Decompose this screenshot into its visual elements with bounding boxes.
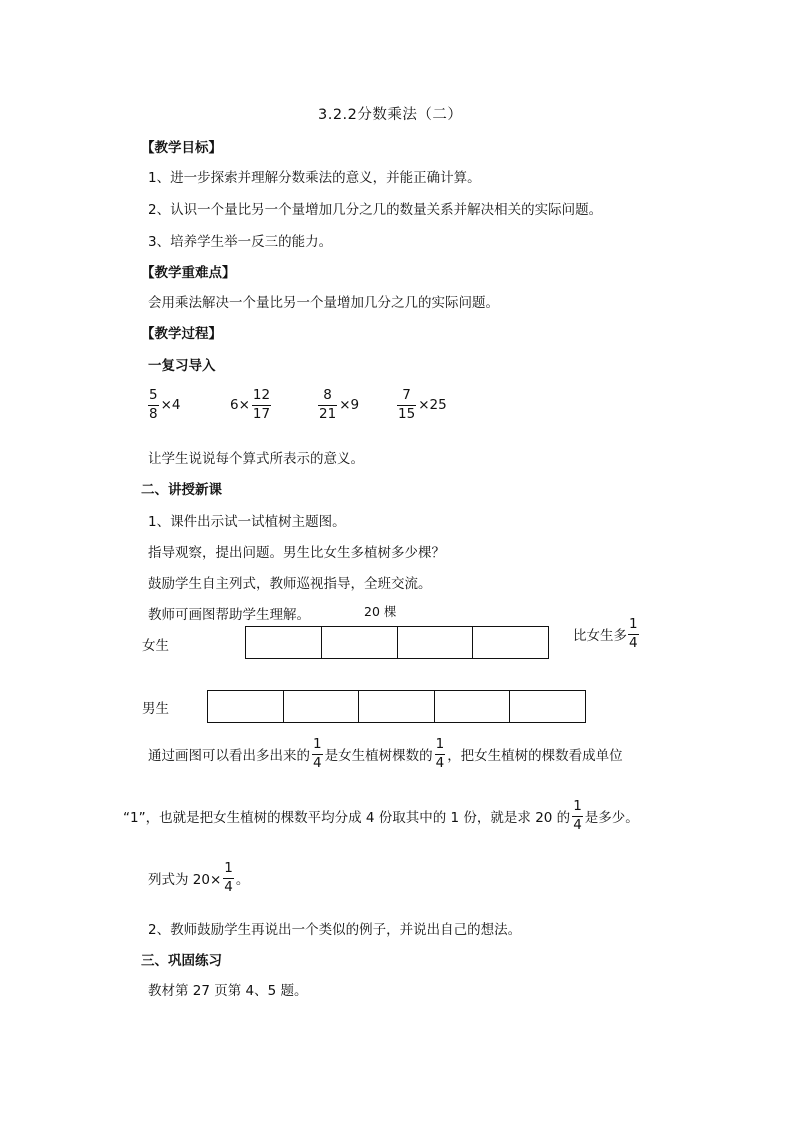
goal-item: 3、培养学生举一反三的能力。: [148, 234, 333, 250]
formula-line: [148, 862, 249, 894]
bar-segment: [322, 627, 398, 658]
lesson-line: 指导观察，提出问题。男生比女生多植树多少棵？: [148, 545, 445, 561]
goal-item: 1、进一步探索并理解分数乘法的意义，并能正确计算。: [148, 170, 481, 186]
fraction: $\frac{1}{4}$: [313, 736, 322, 771]
explanation-line-2: [123, 800, 639, 832]
bar-segment: [473, 627, 548, 658]
fraction: $\frac{7}{15}$: [398, 387, 416, 422]
fraction: $\frac{12}{17}$: [252, 387, 271, 422]
lesson-line: 1、课件出示试一试植树主题图。: [148, 514, 346, 530]
expression-operand: 6×: [230, 397, 250, 413]
part-heading-practice: 三、巩固练习: [141, 953, 222, 969]
review-expression-2: [230, 389, 271, 421]
lesson-line: 教师可画图帮助学生理解。: [148, 607, 310, 623]
section-heading-process: 【教学过程】: [141, 326, 222, 342]
explanation-text: 是女生植树棵数的: [324, 748, 433, 764]
review-expression-3: [318, 389, 359, 421]
key-points-text: 会用乘法解决一个量比另一个量增加几分之几的实际问题。: [148, 295, 499, 311]
expression-operand: ×4: [160, 397, 181, 413]
bar-segment: [284, 691, 360, 722]
review-expression-4: [397, 389, 447, 421]
part-heading-new-lesson: 二、讲授新课: [141, 482, 222, 498]
compare-text: 比女生多: [573, 628, 627, 644]
boys-bar: [207, 690, 586, 723]
lesson-line: 鼓励学生自主列式，教师巡视指导，全班交流。: [148, 576, 432, 592]
fraction: $\frac{1}{4}$: [435, 736, 445, 771]
review-note: 让学生说说每个算式所表示的意义。: [148, 451, 364, 467]
page-title: 3.2.2分数乘法（二）: [318, 107, 463, 123]
goal-item: 2、认识一个量比另一个量增加几分之几的数量关系并解决相关的实际问题。: [148, 202, 603, 218]
fraction: $\frac{8}{21}$: [319, 387, 337, 422]
review-expression-1: [148, 389, 181, 421]
bar-segment: [510, 691, 585, 722]
explanation-text: 通过画图可以看出多出来的: [148, 748, 310, 764]
fraction: $\frac{1}{4}$: [629, 616, 638, 651]
formula-text: 列式为 20×: [148, 872, 222, 888]
explanation-text: ，把女生植树的棵数看成单位: [447, 748, 623, 764]
diagram-count-label: 20 棵: [364, 604, 397, 619]
fraction: $\frac{1}{4}$: [224, 860, 233, 895]
girls-label: 女生: [142, 638, 169, 654]
part-heading-review: 一复习导入: [148, 358, 216, 374]
lesson-line: 2、教师鼓励学生再说出一个类似的例子，并说出自己的想法。: [148, 922, 522, 938]
formula-text: 。: [235, 872, 250, 888]
girls-bar: [245, 626, 549, 659]
bar-segment: [246, 627, 322, 658]
bar-segment: [359, 691, 435, 722]
expression-operand: ×9: [339, 397, 360, 413]
bar-segment: [398, 627, 474, 658]
boys-label: 男生: [142, 701, 169, 717]
expression-operand: ×25: [418, 397, 447, 413]
explanation-line-1: [148, 738, 623, 770]
bar-segment: [435, 691, 511, 722]
explanation-text: 是多少。: [584, 810, 639, 826]
fraction: $\frac{1}{4}$: [573, 798, 582, 833]
bar-segment: [208, 691, 284, 722]
explanation-text: “1”，也就是把女生植树的棵数平均分成 4 份取其中的 1 份，就是求 20 的: [123, 810, 571, 826]
fraction: $\frac{5}{8}$: [149, 387, 158, 422]
compare-label: [573, 618, 639, 650]
practice-line: 教材第 27 页第 4、5 题。: [148, 983, 308, 999]
section-heading-goals: 【教学目标】: [141, 140, 222, 156]
section-heading-key-points: 【教学重难点】: [141, 265, 236, 281]
